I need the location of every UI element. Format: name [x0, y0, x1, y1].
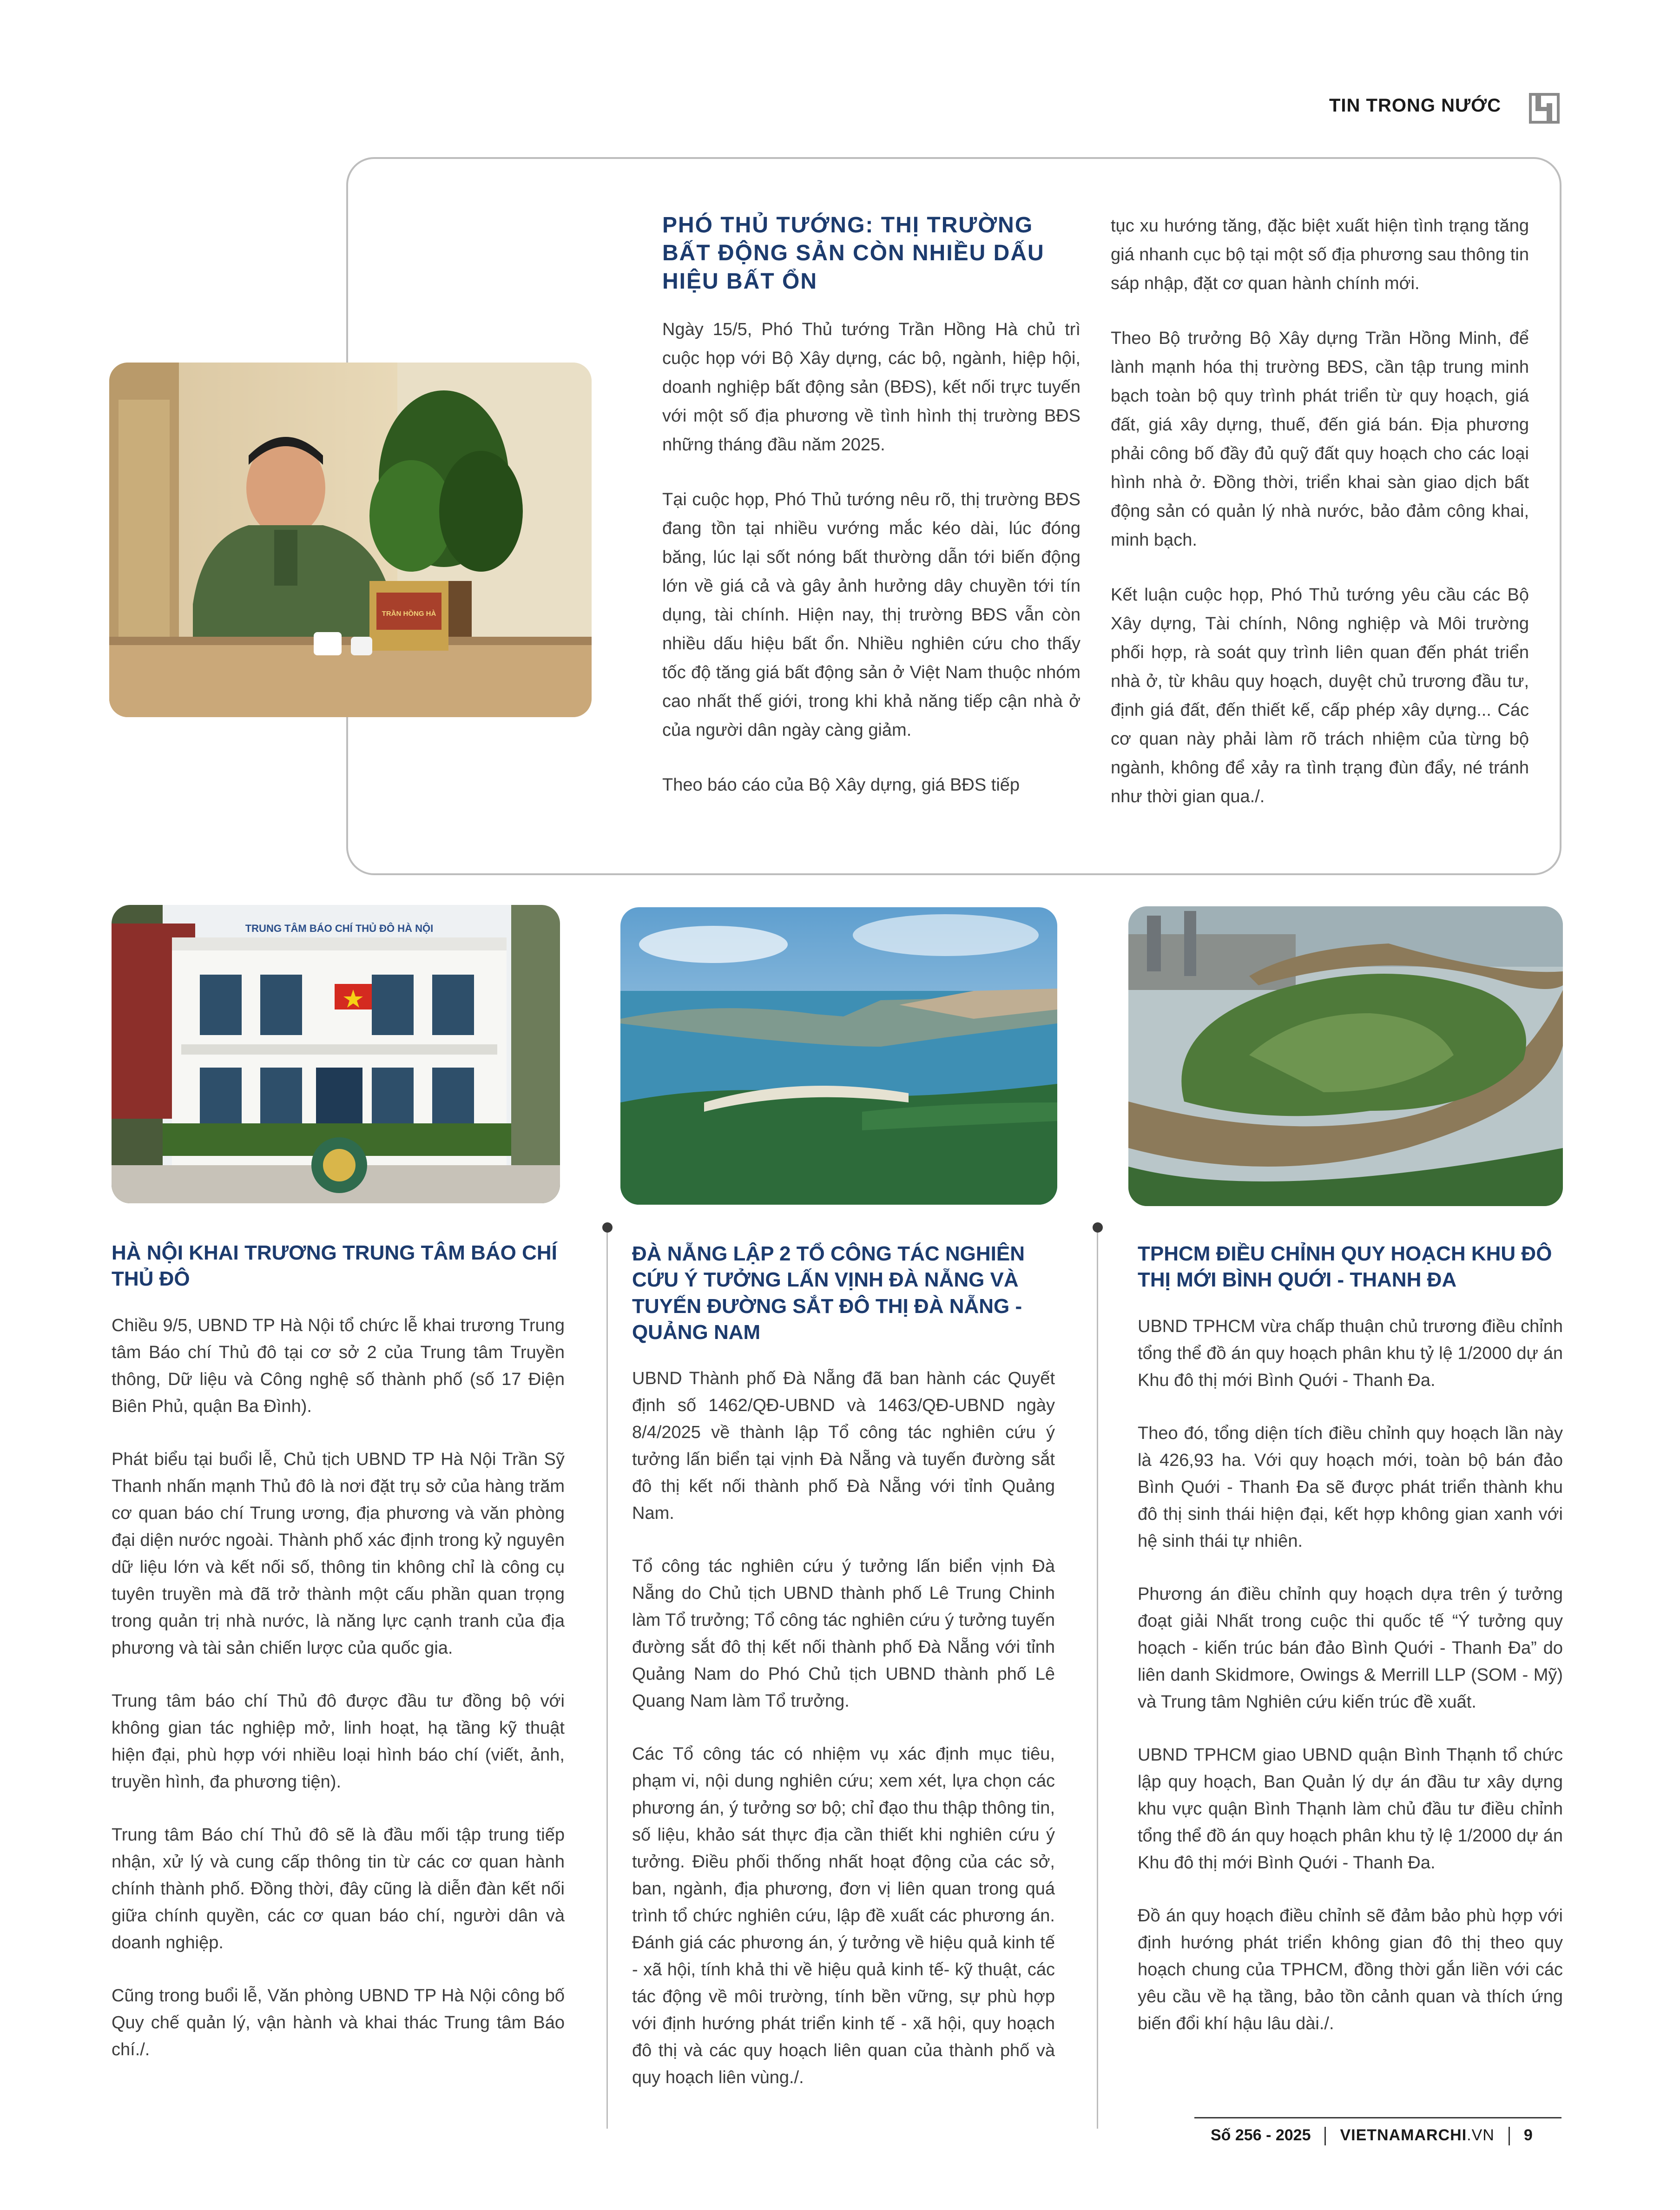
column-divider-dot — [1093, 1222, 1103, 1233]
article3-paragraph: UBND Thành phố Đà Nẵng đã ban hành các Quyết định số 1462/QĐ-UBND và 1463/QĐ-UBND ngày 8/4/2025 về thành lập Tổ công tác nghiên cứu ý tưởng lấn biển tại vịnh Đà Nẵng và tuyến đường sắt đô thị kết nối thành phố Đà Nẵng với tỉnh Quảng Nam. — [632, 1369, 1055, 1524]
article2-paragraph: Chiều 9/5, UBND TP Hà Nội tổ chức lễ khai trương Trung tâm Báo chí Thủ đô tại cơ sở 2 của Trung tâm Truyền thông, Dữ liệu và Công nghệ số thành phố (số 17 Điện Biên Phủ, quận Ba Đình). — [112, 1315, 565, 1416]
article3-paragraph: Các Tổ công tác có nhiệm vụ xác định mục tiêu, phạm vi, nội dung nghiên cứu; xem xét, lựa chọn các phương án, ý tưởng sơ bộ; chỉ đạo thu thập thông tin, số liệu, khảo sát thực địa cần thiết khi nghiên cứu ý tưởng. Điều phối thống nhất hoạt động của các sở, ban, ngành, địa phương, đơn vị liên quan trong quá trình tổ chức nghiên cứu, lập đề xuất các phương án. Đánh giá các phương án, ý tưởng về hiệu quả kinh tế - xã hội, tính khả thi về hiệu quả kinh tế- kỹ thuật, các tác động về môi trường, tính bền vững, sự phù hợp với định hướng phát triển kinh tế - xã hội, quy hoạch đô thị và các quy hoạch liên quan của thành phố và quy hoạch liên vùng./. — [632, 1744, 1055, 2088]
article3-title: ĐÀ NẴNG LẬP 2 TỔ CÔNG TÁC NGHIÊN CỨU Ý TƯỞNG LẤN VỊNH ĐÀ NẴNG VÀ TUYẾN ĐƯỜNG SẮT ĐÔ THỊ ĐÀ NẴNG - QUẢNG NAM — [632, 1242, 1025, 1344]
binh-quoi-peninsula-photo — [1128, 906, 1563, 1206]
article2-paragraph: Cũng trong buổi lễ, Văn phòng UBND TP Hà Nội công bố Quy chế quản lý, vận hành và khai thác Trung tâm Báo chí./. — [112, 1986, 565, 2059]
article4-paragraph: Theo đó, tổng diện tích điều chỉnh quy hoạch lần này là 426,93 ha. Với quy hoạch mới, toàn bộ bán đảo Bình Quới - Thanh Đa sẽ được phát triển thành khu đô thị sinh thái hiện đại, kết hợp không gian xanh với hệ sinh thái tự nhiên. — [1138, 1423, 1563, 1551]
article1-column1 — [662, 211, 1080, 799]
article1-paragraph: Theo báo cáo của Bộ Xây dựng, giá BĐS tiếp — [662, 775, 1020, 795]
article2-paragraph: Phát biểu tại buổi lễ, Chủ tịch UBND TP Hà Nội Trần Sỹ Thanh nhấn mạnh Thủ đô là nơi đặt trụ sở của hàng trăm cơ quan báo chí Trung ương, địa phương và văn phòng đại diện nước ngoài. Thành phố xác định trong kỷ nguyên dữ liệu lớn và kết nối số, thông tin không chỉ là công cụ tuyên truyền mà đã trở thành một cấu phần quan trọng trong quản trị nhà nước, là năng lực cạnh tranh của địa phương và tài sản chiến lược của quốc gia. — [112, 1449, 565, 1658]
article2-title: HÀ NỘI KHAI TRƯƠNG TRUNG TÂM BÁO CHÍ THỦ ĐÔ — [112, 1241, 557, 1291]
article1-paragraph: Kết luận cuộc họp, Phó Thủ tướng yêu cầu các Bộ Xây dựng, Tài chính, Nông nghiệp và Môi trường phối hợp, rà soát quy trình liên quan đến phát triển nhà ở, từ khâu quy hoạch, duyệt chủ trương đầu tư, định giá đất, đến thiết kế, cấp phép xây dựng... Các cơ quan này phải làm rõ trách nhiệm của từng bộ ngành, không để xảy ra tình trạng đùn đẩy, né tránh như thời gian qua./. — [1111, 585, 1529, 806]
nameplate-text: TRẦN HỒNG HÀ — [382, 610, 436, 618]
article1-title: PHÓ THỦ TƯỚNG: THỊ TRƯỜNG BẤT ĐỘNG SẢN CÒN NHIỀU DẤU HIỆU BẤT ỔN — [662, 213, 1045, 294]
column-divider — [606, 1227, 608, 2129]
article4-paragraph: Đồ án quy hoạch điều chỉnh sẽ đảm bảo phù hợp với định hướng phát triển không gian đô thị theo quy hoạch chung của TPHCM, đồng thời gắn liền với các yêu cầu về hạ tầng, bảo tồn cảnh quan và thích ứng biến đổi khí hậu lâu dài./. — [1138, 1906, 1563, 2033]
article4-paragraph: UBND TPHCM giao UBND quận Bình Thạnh tổ chức lập quy hoạch, Ban Quản lý dự án đầu tư xây dựng khu vực quận Bình Thạnh làm chủ đầu tư điều chỉnh tổng thể đồ án quy hoạch phân khu tỷ lệ 1/2000 dự án Khu đô thị mới Bình Quới - Thanh Đa. — [1138, 1745, 1563, 1873]
article1-paragraph: Ngày 15/5, Phó Thủ tướng Trần Hồng Hà chủ trì cuộc họp với Bộ Xây dựng, các bộ, ngành, hiệp hội, doanh nghiệp bất động sản (BĐS), kết nối trực tuyến với một số địa phương về tình hình thị trường BĐS những tháng đầu năm 2025. — [662, 320, 1080, 455]
article1-paragraph: tục xu hướng tăng, đặc biệt xuất hiện tình trạng tăng giá nhanh cục bộ tại một số địa phương sau thông tin sáp nhập, đặt cơ quan hành chính mới. — [1111, 216, 1529, 293]
article4-paragraph: UBND TPHCM vừa chấp thuận chủ trương điều chỉnh tổng thể đồ án quy hoạch phân khu tỷ lệ 1/2000 dự án Khu đô thị mới Bình Quới - Thanh Đa. — [1138, 1316, 1563, 1390]
article3 — [632, 1241, 1055, 2117]
column-divider-dot — [602, 1222, 613, 1233]
site-name: VIETNAMARCHI.VN — [1340, 2126, 1495, 2144]
page-footer — [1211, 2126, 1533, 2145]
footer-rule — [1194, 2117, 1561, 2118]
article4 — [1138, 1241, 1563, 2063]
article4-paragraph: Phương án điều chỉnh quy hoạch dựa trên ý tưởng đoạt giải Nhất trong cuộc thi quốc tế “Ý tưởng quy hoạch - kiến trúc bán đảo Bình Quới - Thanh Đa” do liên danh Skidmore, Owings & Merrill LLP (SOM - Mỹ) và Trung tâm Nghiên cứu kiến trúc đề xuất. — [1138, 1584, 1563, 1712]
article4-title: TPHCM ĐIỀU CHỈNH QUY HOẠCH KHU ĐÔ THỊ MỚI BÌNH QUỚI - THANH ĐA — [1138, 1242, 1552, 1292]
page-number: 9 — [1523, 2126, 1533, 2144]
press-center-building-photo — [112, 905, 560, 1203]
column-divider — [1097, 1227, 1098, 2129]
article3-paragraph: Tổ công tác nghiên cứu ý tưởng lấn biển vịnh Đà Nẵng do Chủ tịch UBND thành phố Lê Trung Chinh làm Tổ trưởng; Tổ công tác nghiên cứu ý tưởng tuyến đường sắt đô thị kết nối thành phố Đà Nẵng với tỉnh Quảng Nam do Phó Chủ tịch UBND thành phố Lê Quang Nam làm Tổ trưởng. — [632, 1557, 1055, 1711]
meeting-photo — [109, 363, 592, 717]
da-nang-bay-photo — [620, 907, 1057, 1205]
article1-column2 — [1111, 211, 1529, 811]
building-sign: TRUNG TÂM BÁO CHÍ THỦ ĐÔ HÀ NỘI — [245, 923, 434, 934]
section-label: TIN TRONG NƯỚC — [1329, 95, 1502, 116]
article1-paragraph: Tại cuộc họp, Phó Thủ tướng nêu rõ, thị trường BĐS đang tồn tại nhiều vướng mắc kéo dài, lúc đóng băng, lúc lại sốt nóng bất thường dẫn tới biến động lớn về giá cả và gây ảnh hưởng dây chuyền tới tín dụng, tài chính. Hiện nay, thị trường BĐS vẫn còn nhiều dấu hiệu bất ổn. Nhiều nghiên cứu cho thấy tốc độ tăng giá bất động sản ở Việt Nam thuộc nhóm cao nhất thế giới, trong khi khả năng tiếp cận nhà ở của người dân ngày càng giảm. — [662, 490, 1080, 740]
article1-paragraph: Theo Bộ trưởng Bộ Xây dựng Trần Hồng Minh, để lành mạnh hóa thị trường BĐS, cần tập trung minh bạch toàn bộ quy trình phát triển từ quy hoạch, giá đất, giá xây dựng, thuế, đến giá bán. Địa phương phải công bố đầy đủ quỹ đất quy hoạch cho các loại hình nhà ở. Đồng thời, triển khai sàn giao dịch bất động sản có quản lý nhà nước, bảo đảm công khai, minh bạch. — [1111, 329, 1529, 550]
article2-paragraph: Trung tâm Báo chí Thủ đô sẽ là đầu mối tập trung tiếp nhận, xử lý và cung cấp thông tin từ các cơ quan hành chính thành phố. Đồng thời, đây cũng là diễn đàn kết nối giữa chính quyền, các cơ quan báo chí, người dân và doanh nghiệp. — [112, 1825, 565, 1953]
article2-paragraph: Trung tâm báo chí Thủ đô được đầu tư đồng bộ với không gian tác nghiệp mở, linh hoạt, hạ tầng kỹ thuật hiện đại, phù hợp với nhiều loại hình báo chí (viết, ảnh, truyền hình, đa phương tiện). — [112, 1691, 565, 1792]
article2 — [112, 1240, 565, 2089]
issue-number: Số 256 - 2025 — [1211, 2126, 1311, 2144]
magazine-logo-icon — [1529, 93, 1560, 124]
